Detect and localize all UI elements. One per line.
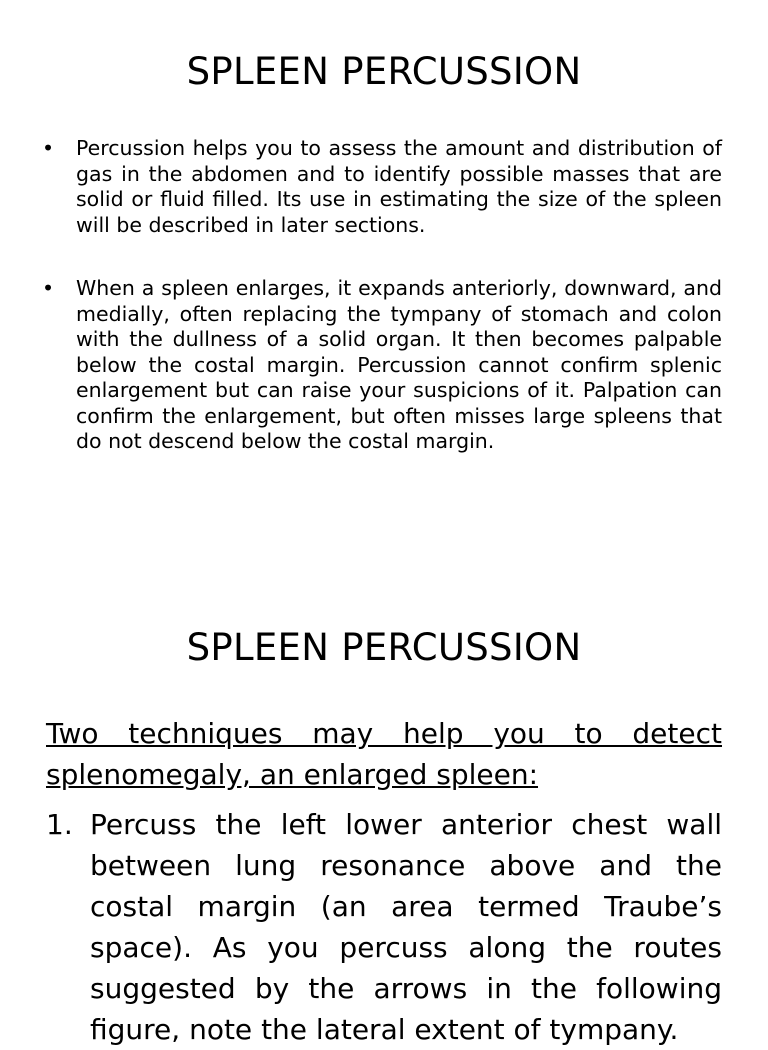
bullet-marker: • bbox=[42, 276, 55, 300]
slide-2-intro: Two techniques may help you to detect splenomegaly, an enlarged spleen: bbox=[46, 717, 722, 791]
slide-2-numbered-list bbox=[46, 804, 722, 1050]
numbered-text: Percuss the left lower anterior chest wall between lung resonance above and the costal margin (an area termed Traube’s space). As you percuss along the routes suggested by the arrows in the following figure, note the lateral extent of tympany. bbox=[90, 808, 722, 1046]
numbered-item bbox=[46, 804, 722, 1050]
slide-2-title: SPLEEN PERCUSSION bbox=[186, 626, 582, 669]
bullet-marker: • bbox=[42, 136, 55, 160]
bullet-text: Percussion helps you to assess the amount and distribution of gas in the abdomen and to identify possible masses that are solid or fluid filled. Its use in estimating the size of the spleen will be described in later sections. bbox=[76, 136, 722, 237]
bullet-item bbox=[42, 136, 722, 238]
slide-2 bbox=[0, 600, 768, 1046]
bullet-item bbox=[42, 276, 722, 455]
slide-1-bullet-list bbox=[42, 136, 722, 493]
slide-1 bbox=[0, 0, 768, 512]
bullet-text: When a spleen enlarges, it expands anteriorly, downward, and medially, often replacing the tympany of stomach and colon with the dullness of a solid organ. It then becomes palpable below the costal margin. Percussion cannot confirm splenic enlargement but can raise your suspicions of it. Palpation can confirm the enlargement, but often misses large spleens that do not descend below the costal margin. bbox=[76, 276, 722, 453]
numbered-marker: 1. bbox=[46, 808, 73, 841]
slide-1-title: SPLEEN PERCUSSION bbox=[186, 50, 582, 93]
